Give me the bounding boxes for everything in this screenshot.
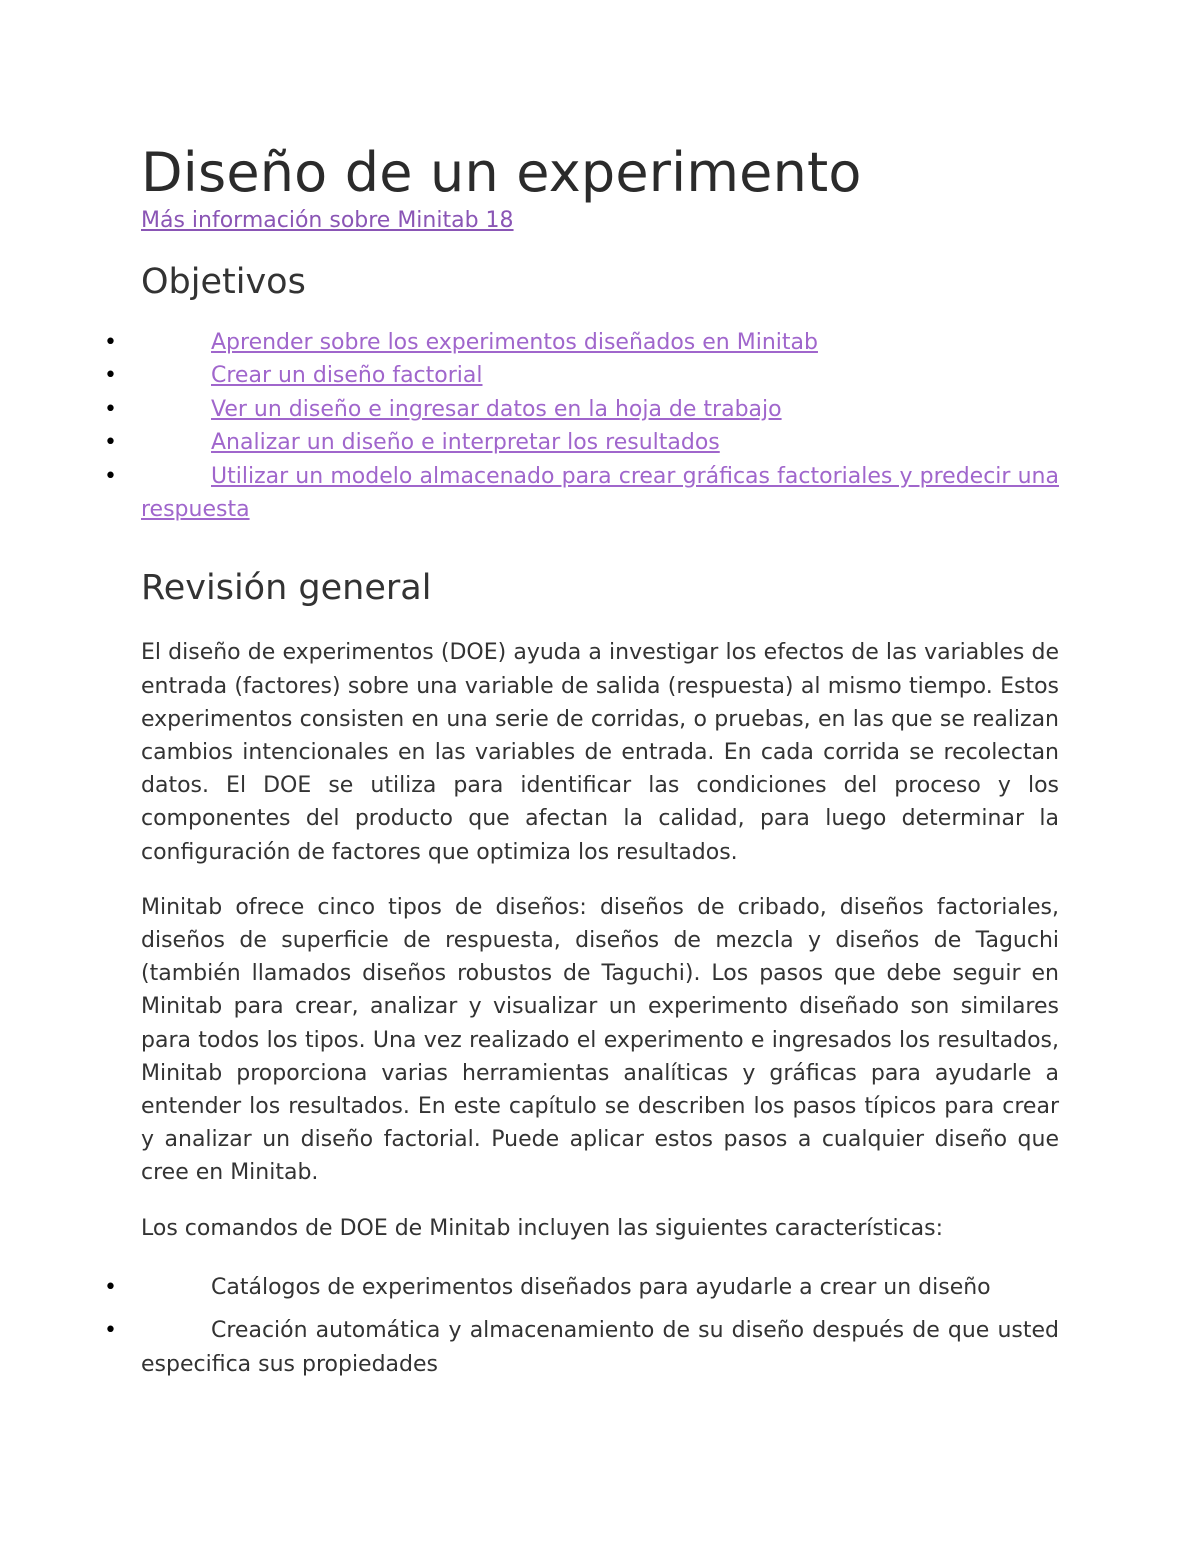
feature-text: Creación automática y almacenamiento de su diseño después de que usted especifica sus propiedades [141, 1317, 1059, 1377]
bullet-icon: • [104, 1317, 117, 1343]
overview-paragraph-2: Minitab ofrece cinco tipos de diseños: diseños de cribado, diseños factoriales, diseños de superficie de respuesta, diseños de mezcla y diseños de Taguchi (también llamados diseños robustos de Taguchi). Los pasos que debe seguir en Minitab para crear, analizar y visualizar un experimento diseñado son similares para todos los tipos. Una vez realizado el experimento e ingresados los resultados, Minitab proporciona varias herramientas analíticas y gráficas para ayudarle a entender los resultados. En este capítulo se describen los pasos típicos para crear y analizar un diseño factorial. Puede aplicar estos pasos a cualquier diseño que cree en Minitab. [141, 894, 1059, 1186]
objective-link-learn[interactable]: Aprender sobre los experimentos diseñados en Minitab [211, 330, 818, 355]
bullet-icon: • [104, 330, 117, 355]
bullet-icon: • [104, 430, 117, 456]
list-item [104, 1271, 1059, 1305]
list-item [104, 426, 1059, 459]
objective-link-model[interactable]: Utilizar un modelo almacenado para crear gráficas factoriales y predecir una respuesta [141, 463, 1059, 523]
objectives-heading: Objetivos [141, 262, 306, 302]
objective-link-analyze[interactable]: Analizar un diseño e interpretar los resultados [211, 430, 720, 456]
objective-link-create[interactable]: Crear un diseño factorial [211, 363, 483, 389]
bullet-icon: • [104, 463, 117, 489]
list-item [104, 460, 1059, 527]
objectives-list [104, 326, 1059, 526]
document-page [104, 140, 1059, 1382]
bullet-icon: • [104, 363, 117, 389]
list-item [104, 393, 1059, 426]
document-title: Diseño de un experimento [141, 141, 862, 204]
bullet-icon: • [104, 396, 117, 422]
list-item [104, 359, 1059, 392]
list-item [104, 1314, 1059, 1382]
minitab-info-link[interactable]: Más información sobre Minitab 18 [141, 208, 514, 233]
bullet-icon: • [104, 1274, 117, 1300]
overview-paragraph-3: Los comandos de DOE de Minitab incluyen las siguientes características: [141, 1215, 944, 1241]
overview-paragraph-1: El diseño de experimentos (DOE) ayuda a investigar los efectos de las variables de entrada (factores) sobre una variable de salida (respuesta) al mismo tiempo. Estos experimentos consisten en una serie de corridas, o pruebas, en las que se realizan cambios intencionales en las variables de entrada. En cada corrida se recolectan datos. El DOE se utiliza para identificar las condiciones del proceso y los componentes del producto que afectan la calidad, para luego determinar la configuración de factores que optimiza los resultados. [141, 640, 1059, 865]
list-item [104, 326, 1059, 359]
overview-heading: Revisión general [141, 568, 432, 609]
features-list [104, 1271, 1059, 1382]
feature-text: Catálogos de experimentos diseñados para ayudarle a crear un diseño [211, 1274, 991, 1300]
objective-link-view[interactable]: Ver un diseño e ingresar datos en la hoja de trabajo [211, 396, 782, 422]
